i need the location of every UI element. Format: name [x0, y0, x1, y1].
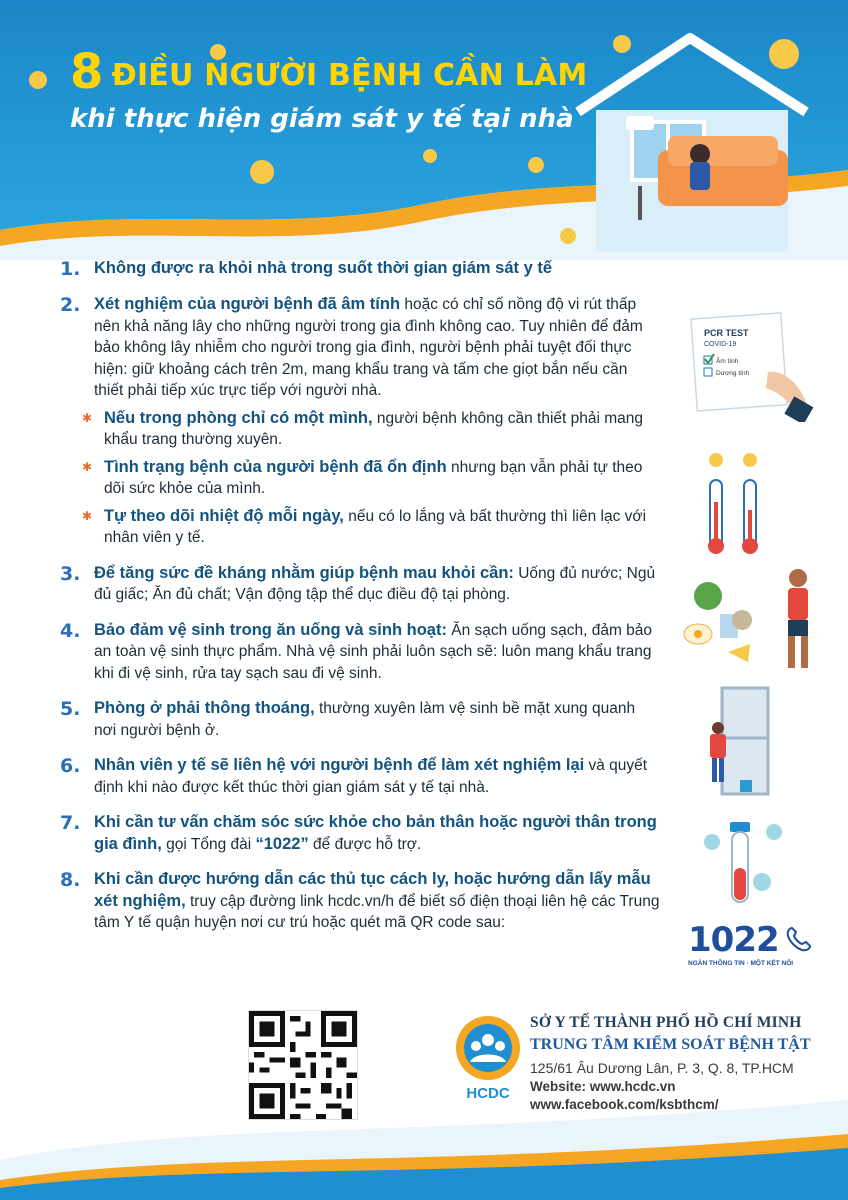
list-item [60, 869, 660, 934]
item-bold: Nhân viên y tế sẽ liên hệ với người bệnh để làm xét nghiệm lại [94, 756, 585, 774]
list-item [60, 755, 660, 798]
item-text: gọi Tổng đài [161, 835, 256, 853]
sub-bold: Tự theo dõi nhiệt độ mỗi ngày, [104, 506, 344, 525]
cleaning-illustration [700, 686, 790, 796]
item-number: 1. [60, 258, 81, 280]
item-text: Ăn sạch uống sạch, đảm bảo an toàn vệ sinh thực phẩm. Nhà vệ sinh phải luôn sạch sẽ: luôn mang khẩu trang khi đi vệ sinh, rửa tay sạch sau đi vệ sinh. [94, 621, 653, 682]
pcr-title: PCR TEST [704, 328, 749, 338]
hotline-slogan: NGÀN THÔNG TIN · MỘT KẾT NỐI [688, 960, 794, 967]
star-icon: ✱ [82, 410, 93, 425]
item-bold: Khi cần tư vấn chăm sóc sức khỏe cho bản thân hoặc người thân trong gia đình, [94, 813, 657, 853]
hotline-bold: “1022” [255, 834, 309, 853]
item-bold: Xét nghiệm của người bệnh đã âm tính [94, 295, 401, 313]
item-bold: Không được ra khỏi nhà trong suốt thời gian giám sát y tế [94, 259, 553, 277]
qr-code[interactable] [248, 1010, 358, 1120]
org-facebook[interactable]: www.facebook.com/ksbthcm/ [530, 1097, 719, 1112]
list-item [60, 698, 660, 741]
pcr-option-1: Âm tính [716, 358, 739, 365]
test-tube-icon [692, 812, 812, 912]
nutrition-exercise-illustration [678, 566, 828, 676]
org-website[interactable]: Website: www.hcdc.vn [530, 1079, 676, 1094]
item-bold: Phòng ở phải thông thoáng, [94, 699, 315, 717]
pcr-option-2: Dương tính [716, 370, 750, 377]
hcdc-logo [452, 1012, 524, 1104]
pcr-test-illustration [688, 312, 818, 422]
footer-wave [0, 1100, 848, 1200]
pcr-sub: COVID-19 [704, 341, 737, 348]
sub-bold: Nếu trong phòng chỉ có một mình, [104, 408, 373, 427]
item-text: Uống đủ nước; Ngủ đủ giấc; Ăn đủ chất; Vận động tập thể dục điều độ tại phòng. [94, 564, 656, 603]
items-list [60, 258, 660, 948]
star-icon: ✱ [82, 508, 93, 523]
org-address: 125/61 Âu Dương Lân, P. 3, Q. 8, TP.HCM [530, 1060, 794, 1076]
hotline-logo [688, 922, 828, 986]
org-name-2: TRUNG TÂM KIỂM SOÁT BỆNH TẬT [530, 1036, 811, 1053]
sub-bold: Tình trạng bệnh của người bệnh đã ổn định [104, 457, 447, 476]
item-number: 5. [60, 698, 81, 720]
item-text-2: để được hỗ trợ. [308, 835, 422, 853]
org-name-1: SỞ Y TẾ THÀNH PHỐ HỒ CHÍ MINH [530, 1014, 802, 1031]
logo-text: HCDC [466, 1085, 510, 1102]
item-number: 6. [60, 755, 81, 777]
sub-item [82, 457, 660, 500]
list-item [60, 620, 660, 685]
title-number: 8 [70, 44, 104, 100]
item-text: thường xuyên làm vệ sinh bề mặt xung quanh nơi người bệnh ở. [94, 700, 636, 739]
item-number: 4. [60, 619, 81, 642]
list-item [60, 563, 660, 606]
item-text: và quyết định khi nào được kết thúc thời gian giám sát y tế tại nhà. [94, 757, 648, 796]
item-number: 8. [60, 869, 81, 891]
item-bold: Khi cần được hướng dẫn các thủ tục cách ly, hoặc hướng dẫn lấy mẫu xét nghiệm, [94, 870, 651, 910]
item-number: 2. [60, 294, 81, 316]
title-main: ĐIỀU NGƯỜI BỆNH CẦN LÀM [111, 58, 588, 93]
sub-text: nếu có lo lắng và bất thường thì liên lạc với nhân viên y tế. [104, 507, 647, 546]
list-item [60, 812, 660, 855]
star-icon: ✱ [82, 459, 93, 474]
sub-text: người bệnh không cần thiết phải mang khẩu trang thường xuyên. [104, 409, 644, 448]
item-text: hoặc có chỉ số nồng độ vi rút thấp nên khả năng lây cho những người trong gia đình không cao. Tuy nhiên để đảm bảo không lây nhiễm cho người trong gia đình, người bệnh phải tuyệt đối thực hiện: giữ khoảng cách trên 2m, mang khẩu trang và tấm che giọt bắn nếu cần thiết phải tiếp xúc trực tiếp với người nhà. [94, 296, 643, 399]
item-bold: Để tăng sức đề kháng nhằm giúp bệnh mau khỏi cần: [94, 563, 514, 582]
list-item [60, 258, 660, 280]
item-text: truy cập đường link hcdc.vn/h để biết số điện thoại liên hệ các Trung tâm Y tế quận huyện nơi cư trú hoặc quét mã QR code sau: [94, 892, 660, 931]
page-subtitle: khi thực hiện giám sát y tế tại nhà [70, 104, 574, 134]
sub-item [82, 506, 660, 549]
list-item [60, 294, 660, 402]
sub-item [82, 408, 660, 451]
page-title [70, 44, 588, 100]
item-bold: Bảo đảm vệ sinh trong ăn uống và sinh hoạt: [94, 620, 447, 639]
item-number: 7. [60, 812, 81, 834]
item-number: 3. [60, 562, 81, 585]
hotline-number: 1022 [688, 920, 779, 960]
thermometer-icon [698, 446, 778, 558]
sub-text: nhưng bạn vẫn phải tự theo dõi sức khỏe của mình. [104, 458, 643, 497]
phone-icon [784, 924, 814, 954]
